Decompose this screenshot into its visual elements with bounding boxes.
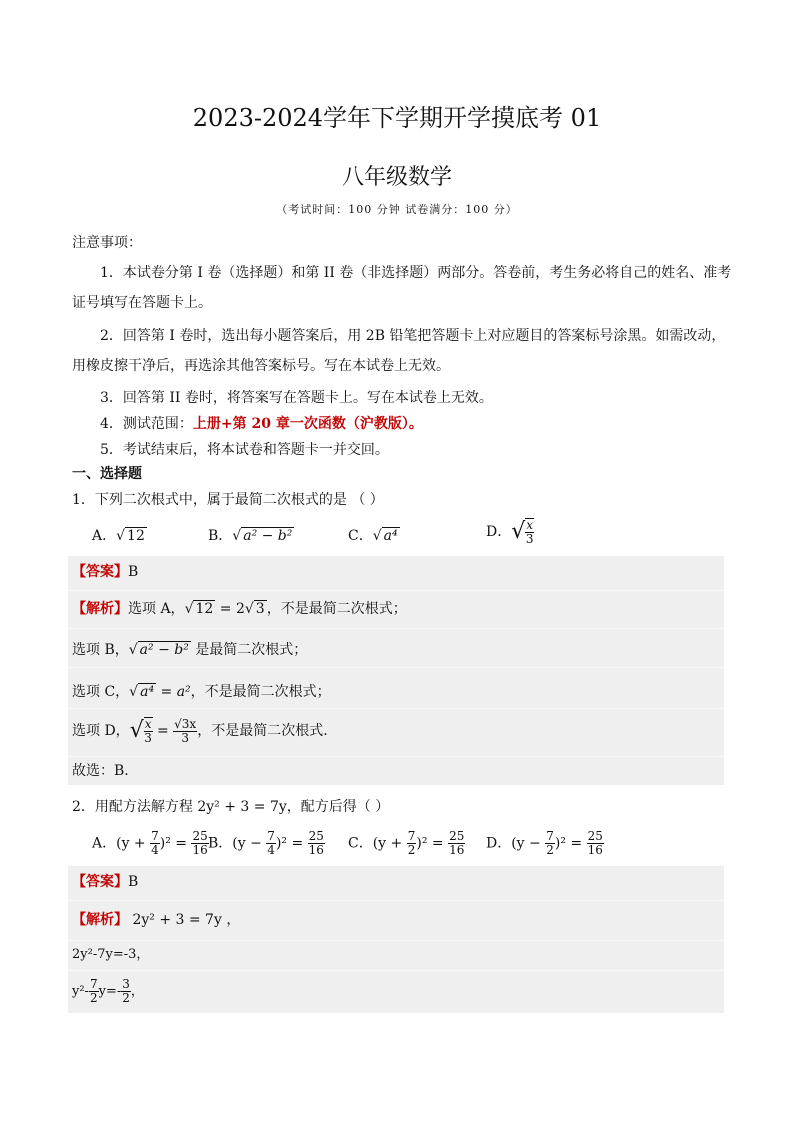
- q1-analysis-line1: 【解析】选项 A，√ 12 = 2√ 3 ，不是最简二次根式；: [72, 601, 407, 617]
- q1-analysis-line2: 选项 B，√ a² − b² 是最简二次根式；: [72, 642, 308, 658]
- note-2b: 用橡皮擦干净后，再选涂其他答案标号。写在本试卷上无效。: [72, 358, 450, 374]
- q1-option-d: D．√ $\frac{x}{3}$: [486, 518, 534, 546]
- q1-stem: 1．下列二次根式中，属于最简二次根式的是 （ ）: [72, 492, 384, 508]
- q1-option-a: A．√ 12: [92, 528, 145, 544]
- q2-option-a: A．(y + $\frac{7}{4}$ )² = $\frac{25}{16}$: [92, 829, 208, 857]
- q1-analysis-line4: 选项 D，√ $\frac{x}{3}$ = $\frac{√3x}{3}$ ，不是最简二次根式.: [72, 716, 328, 745]
- q2-option-c: C．(y + $\frac{7}{2}$ )² = $\frac{25}{16}$: [348, 829, 465, 857]
- note-1a: 1．本试卷分第 I 卷（选择题）和第 II 卷（非选择题）两部分。答卷前，考生务必将自己的姓名、准考: [100, 265, 732, 281]
- note-5: 5．考试结束后，将本试卷和答题卡一并交回。: [100, 442, 389, 458]
- note-3: 3．回答第 II 卷时，将答案写在答题卡上。写在本试卷上无效。: [100, 390, 493, 406]
- q1-conclusion: 故选：B.: [72, 763, 129, 779]
- divider: [68, 970, 724, 971]
- note-1b: 证号填写在答题卡上。: [72, 295, 212, 311]
- q2-analysis-line2: 2y²-7y=-3，: [72, 947, 150, 962]
- note-4: [100, 414, 423, 434]
- q2-analysis-line1: 【解析】 2y² + 3 = 7y ，: [72, 912, 241, 928]
- q1-answer: 【答案】B: [72, 564, 139, 580]
- page-subtitle: 八年级数学: [341, 165, 452, 190]
- note-2a: 2．回答第 I 卷时，选出每小题答案后，用 2B 铅笔把答题卡上对应题目的答案标号涂黑。如需改动，: [100, 328, 726, 344]
- exam-meta: （考试时间：100 分钟 试卷满分：100 分）: [276, 203, 518, 216]
- note-4-highlight: 上册+第 20 章一次函数（沪教版）。: [192, 416, 423, 432]
- q2-stem: 2．用配方法解方程 2y² + 3 = 7y，配方后得（ ）: [72, 799, 390, 815]
- q2-analysis-line3: y²- $\frac{7}{2}$ y=- $\frac{3}{2}$ ，: [72, 977, 144, 1005]
- page-title: 2023-2024学年下学期开学摸底考 01: [192, 104, 602, 132]
- divider: [68, 667, 724, 668]
- section-heading: 一、选择题: [72, 466, 142, 482]
- q1-analysis-line3: 选项 C，√ a⁴ = a²，不是最简二次根式；: [72, 684, 331, 700]
- q2-answer: 【答案】B: [72, 874, 139, 890]
- divider: [68, 900, 724, 901]
- q1-option-c: C．√ a⁴: [348, 528, 398, 544]
- notes-label: 注意事项：: [72, 235, 142, 251]
- q2-option-b: B．(y − $\frac{7}{4}$ )² = $\frac{25}{16}$: [208, 829, 324, 857]
- divider: [68, 708, 724, 709]
- divider: [68, 940, 724, 941]
- q1-option-b: B．√ a² − b²: [208, 528, 293, 544]
- divider: [68, 590, 724, 591]
- divider: [68, 628, 724, 629]
- q2-option-d: D．(y − $\frac{7}{2}$ )² = $\frac{25}{16}$: [486, 829, 603, 857]
- divider: [68, 756, 724, 757]
- note-4-prefix: 4．测试范围：: [100, 416, 193, 432]
